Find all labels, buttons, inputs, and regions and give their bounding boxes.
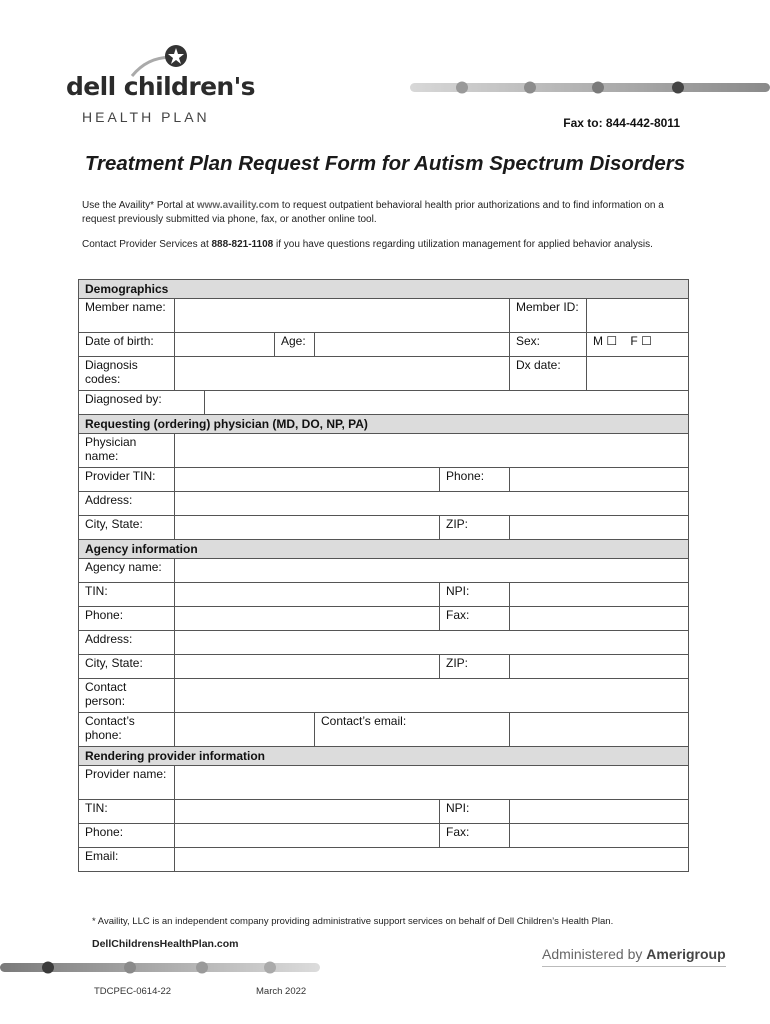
- logo-name: dell children's: [66, 72, 255, 101]
- dob-label: Date of birth:: [79, 333, 175, 357]
- physician-address-label: Address:: [79, 492, 175, 516]
- member-id-label: Member ID:: [510, 299, 587, 333]
- rendering-email-row: [79, 848, 689, 872]
- agency-address-label: Address:: [79, 631, 175, 655]
- fax-number: Fax to: 844-442-8011: [563, 116, 680, 130]
- member-id-field[interactable]: [587, 299, 689, 333]
- agency-city-field[interactable]: [175, 655, 440, 679]
- provider-name-field[interactable]: [175, 766, 689, 800]
- diagnosis-row: [79, 357, 689, 391]
- form-date: March 2022: [256, 986, 307, 997]
- contact-phone-field[interactable]: [175, 713, 315, 747]
- diagnosed-by-row: [79, 391, 689, 415]
- physician-header: Requesting (ordering) physician (MD, DO, NP, PA): [79, 415, 689, 434]
- physician-address-row: [79, 492, 689, 516]
- page-title: Treatment Plan Request Form for Autism Spectrum Disorders: [84, 152, 686, 175]
- administered-by: Administered by Amerigroup: [542, 946, 726, 962]
- rendering-email-label: Email:: [79, 848, 175, 872]
- logo-subtitle: HEALTH PLAN: [82, 109, 210, 125]
- rendering-tin-field[interactable]: [175, 800, 440, 824]
- member-name-label: Member name:: [79, 299, 175, 333]
- sex-checkboxes[interactable]: M ☐ F ☐: [587, 333, 689, 357]
- contact-phone-label: Contact’s phone:: [79, 713, 175, 747]
- physician-city-label: City, State:: [79, 516, 175, 540]
- rendering-phone-label: Phone:: [79, 824, 175, 848]
- physician-name-row: [79, 434, 689, 468]
- contact-email-field[interactable]: [510, 713, 689, 747]
- agency-tin-row: [79, 583, 689, 607]
- agency-fax-field[interactable]: [510, 607, 689, 631]
- agency-tin-label: TIN:: [79, 583, 175, 607]
- agency-zip-label: ZIP:: [440, 655, 510, 679]
- dob-row: [79, 333, 689, 357]
- demographics-header: Demographics: [79, 280, 689, 299]
- agency-phone-row: [79, 607, 689, 631]
- rendering-npi-label: NPI:: [440, 800, 510, 824]
- agency-phone-label: Phone:: [79, 607, 175, 631]
- physician-phone-field[interactable]: [510, 468, 689, 492]
- admin-underline: [542, 966, 726, 967]
- header-decorative-bar: [410, 78, 770, 98]
- intro-paragraph-1: Use the Availity* Portal at www.availity.com to request outpatient behavioral health prior authorizations and to find information on a request previously submitted via phone, fax, or another online tool.: [82, 200, 664, 225]
- rendering-tin-row: [79, 800, 689, 824]
- contact-phone-row: [79, 713, 689, 747]
- agency-name-field[interactable]: [175, 559, 689, 583]
- member-name-field[interactable]: [175, 299, 510, 333]
- agency-npi-label: NPI:: [440, 583, 510, 607]
- provider-tin-field[interactable]: [175, 468, 440, 492]
- provider-name-label: Provider name:: [79, 766, 175, 800]
- request-form-table: [78, 279, 689, 872]
- agency-npi-field[interactable]: [510, 583, 689, 607]
- agency-tin-field[interactable]: [175, 583, 440, 607]
- diagnosis-codes-label: Diagnosis codes:: [79, 357, 175, 391]
- physician-address-field[interactable]: [175, 492, 689, 516]
- diagnosis-codes-field[interactable]: [175, 357, 510, 391]
- agency-phone-field[interactable]: [175, 607, 440, 631]
- dx-date-label: Dx date:: [510, 357, 587, 391]
- contact-person-row: [79, 679, 689, 713]
- sex-label: Sex:: [510, 333, 587, 357]
- agency-zip-field[interactable]: [510, 655, 689, 679]
- physician-zip-label: ZIP:: [440, 516, 510, 540]
- intro-paragraph-2: Contact Provider Services at 888-821-1108 if you have questions regarding utilization management for applied behavior analysis.: [82, 239, 653, 250]
- diagnosed-by-field[interactable]: [205, 391, 689, 415]
- age-label: Age:: [275, 333, 315, 357]
- rendering-tin-label: TIN:: [79, 800, 175, 824]
- physician-phone-label: Phone:: [440, 468, 510, 492]
- agency-fax-label: Fax:: [440, 607, 510, 631]
- physician-name-label: Physician name:: [79, 434, 175, 468]
- physician-zip-field[interactable]: [510, 516, 689, 540]
- rendering-fax-label: Fax:: [440, 824, 510, 848]
- provider-services-phone: 888-821-1108: [211, 239, 274, 250]
- agency-name-label: Agency name:: [79, 559, 175, 583]
- age-field[interactable]: [315, 333, 510, 357]
- rendering-phone-row: [79, 824, 689, 848]
- provider-tin-label: Provider TIN:: [79, 468, 175, 492]
- availity-link[interactable]: www.availity.com: [196, 200, 280, 211]
- agency-address-field[interactable]: [175, 631, 689, 655]
- agency-address-row: [79, 631, 689, 655]
- physician-tin-row: [79, 468, 689, 492]
- contact-person-label: Contact person:: [79, 679, 175, 713]
- agency-city-row: [79, 655, 689, 679]
- diagnosed-by-label: Diagnosed by:: [79, 391, 205, 415]
- dx-date-field[interactable]: [587, 357, 689, 391]
- form-code: TDCPEC-0614-22: [94, 986, 172, 997]
- physician-name-field[interactable]: [175, 434, 689, 468]
- rendering-fax-field[interactable]: [510, 824, 689, 848]
- rendering-email-field[interactable]: [175, 848, 689, 872]
- dob-field[interactable]: [175, 333, 275, 357]
- rendering-header: Rendering provider information: [79, 747, 689, 766]
- website-link[interactable]: DellChildrensHealthPlan.com: [92, 938, 239, 950]
- rendering-npi-field[interactable]: [510, 800, 689, 824]
- agency-name-row: [79, 559, 689, 583]
- provider-name-row: [79, 766, 689, 800]
- availity-footnote: * Availity, LLC is an independent company providing administrative support services on behalf of Dell Children’s Health Plan.: [92, 916, 614, 927]
- agency-city-label: City, State:: [79, 655, 175, 679]
- physician-city-field[interactable]: [175, 516, 440, 540]
- rendering-phone-field[interactable]: [175, 824, 440, 848]
- contact-email-label: Contact’s email:: [315, 713, 510, 747]
- footer-decorative-bar: [0, 958, 320, 978]
- physician-city-row: [79, 516, 689, 540]
- agency-header: Agency information: [79, 540, 689, 559]
- member-row: [79, 299, 689, 333]
- contact-person-field[interactable]: [175, 679, 689, 713]
